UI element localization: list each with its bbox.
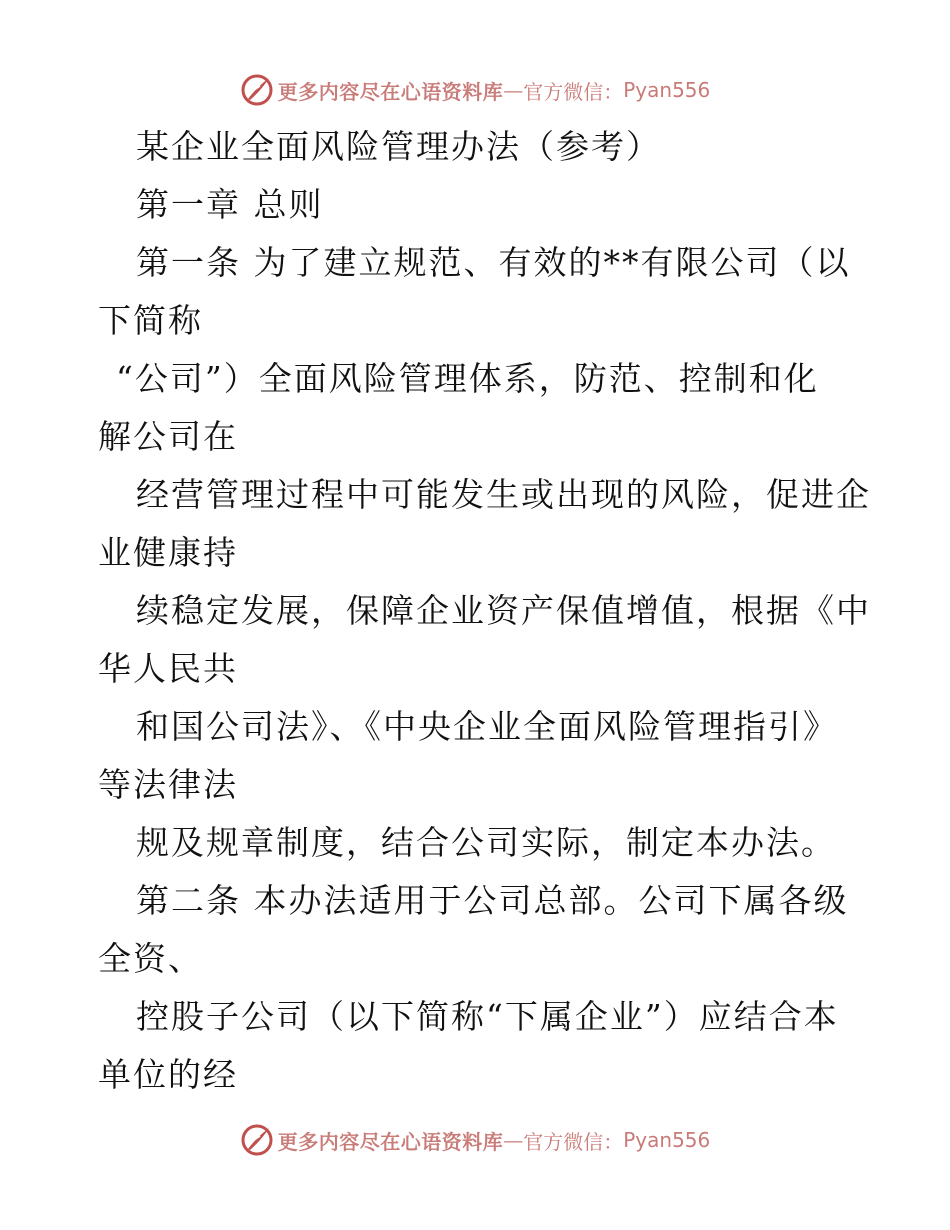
text-line: “公司”）全面风险管理体系，防范、控制和化 [116, 359, 819, 398]
text-line: 规及规章制度，结合公司实际，制定本办法。 [136, 823, 836, 862]
watermark-main-text: 更多内容尽在心语资料库 [277, 79, 504, 104]
watermark-label: 官方微信： [523, 1129, 624, 1154]
watermark-main-text: 更多内容尽在心语资料库 [277, 1129, 504, 1154]
text-line: 业健康持 [98, 533, 238, 572]
text-line: 解公司在 [98, 417, 238, 456]
text-line: 下简称 [98, 301, 203, 340]
text-line: 全资、 [98, 939, 203, 978]
text-line: 华人民共 [98, 649, 238, 688]
text-line: 第二条 本办法适用于公司总部。公司下属各级 [136, 881, 849, 920]
watermark-separator: — [503, 78, 524, 102]
watermark-label: 官方微信： [523, 79, 624, 104]
text-line: 第一条 为了建立规范、有效的**有限公司（以 [136, 243, 851, 282]
text-line: 等法律法 [98, 765, 238, 804]
feather-pen-logo-icon [240, 73, 274, 107]
watermark-wechat-id: Pyan556 [623, 78, 711, 102]
text-line: 和国公司法》、《中央企业全面风险管理指引》 [136, 707, 838, 746]
watermark-wechat-id: Pyan556 [623, 1128, 711, 1152]
text-line: 控股子公司（以下简称“下属企业”）应结合本 [136, 997, 839, 1036]
feather-pen-logo-icon [240, 1123, 274, 1157]
footer-watermark [0, 1120, 950, 1160]
text-line: 单位的经 [98, 1055, 238, 1094]
document-title: 某企业全面风险管理办法（参考） [136, 127, 661, 166]
watermark-separator: — [503, 1128, 524, 1152]
header-watermark [0, 70, 950, 110]
chapter-heading: 第一章 总则 [136, 185, 324, 224]
text-line: 经营管理过程中可能发生或出现的风险，促进企 [136, 475, 871, 514]
text-line: 续稳定发展，保障企业资产保值增值，根据《中 [136, 591, 871, 630]
